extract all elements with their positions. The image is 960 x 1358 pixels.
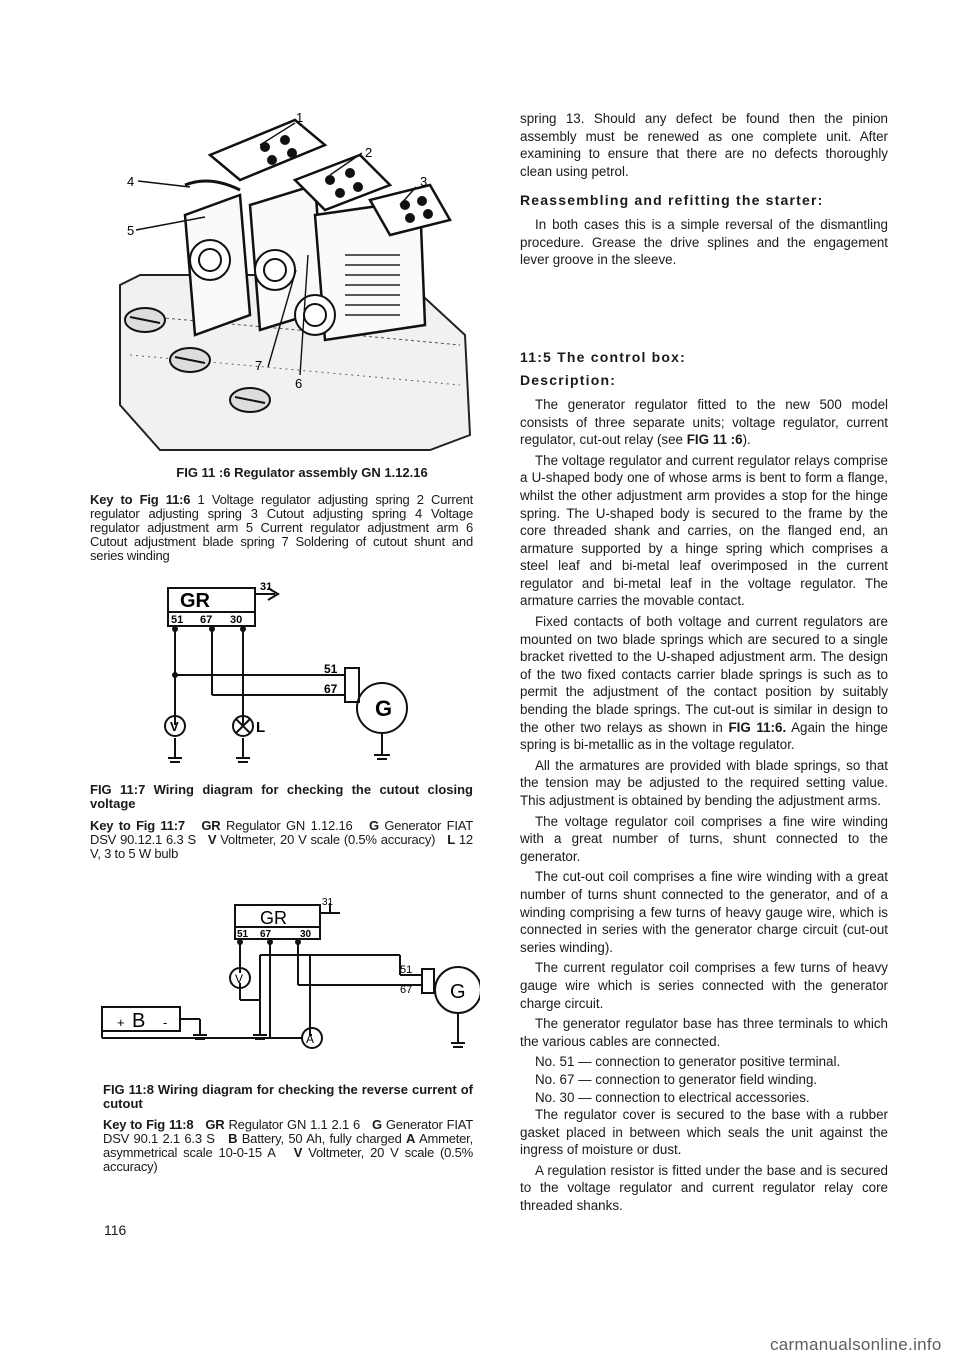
paragraph-5: The voltage regulator coil comprises a fine wire winding with a great number of turns, shunt connected to the generator. <box>520 813 888 864</box>
fig7-key-text-l: 12 V, 3 to 5 W bulb <box>90 832 473 861</box>
section-heading: 11:5 The control box: <box>520 348 686 365</box>
reassembly-heading: Reassembling and refitting the starter: <box>520 192 824 209</box>
fig8-voltmeter-symbol: V <box>235 972 244 986</box>
fig6-key-text: 1 Voltage regulator adjusting spring 2 Current regulator adjusting spring 3 Cutout adjusting spring 4 Voltage regulator adjustment arm 5 Current regulator adjustment arm 6 Cutout adjustment blade spring 7 Soldering of cutout shunt and series winding <box>90 492 474 563</box>
paragraph-3-figure-ref: FIG 11:6. <box>728 719 787 735</box>
fig8-ammeter-symbol: A <box>306 1032 315 1046</box>
paragraph-3-text: Fixed contacts of both voltage and current regulators are mounted on two blade springs which are secured to a single bracket rivetted to the U-shaped adjustment arm. The design of the two fixed contacts carrier blade springs is such as to permit the adjustment of the contact position by suitably bending the blade springs. The cut-out is similar in design to the other two relays as shown in <box>520 614 888 735</box>
paragraph-1-text: The generator regulator fitted to the new 500 model consists of three separate units; voltage regulator, current regulator, cut-out relay (see <box>520 396 888 448</box>
reassembly-paragraph: In both cases this is a simple reversal of the dismantling procedure. Grease the drive splines and the engagement lever groove in the sleeve. <box>520 216 888 268</box>
fig6-key-label: Key to Fig 11:6 <box>90 492 191 507</box>
paragraph-3 <box>520 613 888 754</box>
fig8-key-text-gr: Regulator GN 1.1 2.1 6 <box>228 1117 361 1132</box>
fig7-voltmeter-symbol: V <box>170 719 179 734</box>
callout-3: 3 <box>420 174 428 189</box>
fig7-terminal-30: 30 <box>230 614 243 626</box>
callout-7: 7 <box>255 358 263 373</box>
fig8-gr-label: GR <box>260 908 287 928</box>
paragraph-1-tail: ). <box>742 432 751 448</box>
fig7-key-text-gr: Regulator GN 1.12.16 <box>225 818 353 833</box>
fig7-key-text-g: Generator FIAT DSV 90.12.1 6.3 S <box>90 818 473 847</box>
fig8-terminal-30: 30 <box>300 929 312 940</box>
paragraph-2: The voltage regulator and current regulator relays comprise a U-shaped body one of whose arms is bent to form a flange, whilst the other adjustment arm provides a stop for the hinge spring. The U-shaped body is secured to the frame by the core threaded shank and carries, on the flanged end, an armature supported by a hinge spring which comprises a steel leaf and bi-metal leaf overimposed in the current regulator and bi-metal leaf in the voltage regulator. The armature carries the movable contact. <box>520 452 888 609</box>
description-heading: Description: <box>520 372 617 389</box>
callout-2: 2 <box>365 145 373 160</box>
fig7-key-label: Key to Fig 11:7 <box>90 818 185 833</box>
fig7-key-code-gr: GR <box>201 818 221 833</box>
fig7-terminal-51: 51 <box>171 614 184 626</box>
fig7-key-code-v: V <box>207 832 217 847</box>
fig7-key-code-g: G <box>368 818 379 833</box>
paragraph-6: The cut-out coil comprises a fine wire winding with a great number of turns shunt connected to the generator, and of a winding comprising a few turns of heavy gauge wire, which is connected in series with the generator charge circuit (cut-out series winding). <box>520 869 888 955</box>
fig8-wire-67: 67 <box>400 984 413 996</box>
fig8-key-code-b: B <box>228 1131 238 1146</box>
fig8-terminal-31: 31 <box>322 897 334 908</box>
paragraph-1 <box>520 396 888 449</box>
fig7-wire-51: 51 <box>324 662 338 676</box>
fig8-key-code-a: A <box>406 1131 416 1146</box>
fig8-key-code-g: G <box>371 1117 382 1132</box>
callout-5: 5 <box>127 223 135 238</box>
paragraph-10: A regulation resistor is fitted under the base and is secured to the voltage regulator and current regulator relay core threaded shanks. <box>520 1162 888 1214</box>
fig7-generator-symbol: G <box>375 696 393 721</box>
intro-paragraph: spring 13. Should any defect be found then the pinion assembly must be renewed as one complete unit. After examining to ensure that there are no defects thoroughly clean using petrol. <box>520 111 888 179</box>
fig7-key-code-l: L <box>447 832 455 847</box>
fig8-battery-plus: + <box>117 1015 125 1030</box>
fig8-key-text-g: Generator FIAT DSV 90.1 2.1 6.3 S <box>103 1117 473 1146</box>
fig6-key <box>90 493 473 563</box>
cutout-closing-wiring-diagram <box>150 580 410 770</box>
fig8-key <box>103 1118 473 1174</box>
fig8-battery-label: B <box>132 1010 146 1032</box>
terminal-67-line: No. 67 — connection to generator field winding. <box>535 1071 818 1087</box>
paragraph-1-figure-ref: FIG 11 :6 <box>686 432 743 448</box>
regulator-assembly-drawing <box>100 105 480 455</box>
fig8-caption: FIG 11:8 Wiring diagram for checking the reverse current of cutout <box>103 1082 473 1111</box>
fig7-bulb-label: L <box>256 719 266 736</box>
watermark: carmanualsonline.info <box>770 1335 942 1354</box>
fig8-wire-51: 51 <box>400 964 413 976</box>
paragraph-3-tail: Again the hinge spring is bi-metallic as in the voltage regulator. <box>520 719 888 753</box>
reverse-current-wiring-diagram <box>100 895 480 1075</box>
fig8-key-code-v: V <box>293 1145 303 1160</box>
fig8-key-label: Key to Fig 11:8 <box>103 1117 194 1132</box>
fig8-key-text-b: Battery, 50 Ah, fully charged <box>241 1131 402 1146</box>
fig7-terminal-67: 67 <box>200 614 213 626</box>
fig7-terminal-31: 31 <box>260 581 273 593</box>
fig7-wire-67: 67 <box>324 682 338 696</box>
fig7-key <box>90 819 473 861</box>
paragraph-4: All the armatures are provided with blade springs, so that the tension may be adjusted to the required setting value. This adjustment is obtained by bending the adjustment arms. <box>520 757 888 808</box>
fig8-key-code-gr: GR <box>205 1117 225 1132</box>
callout-1: 1 <box>296 110 304 125</box>
paragraph-9: The regulator cover is secured to the base with a rubber gasket placed in between which seals the unit against the ingress of moisture or dust. <box>520 1107 888 1158</box>
fig7-caption: FIG 11:7 Wiring diagram for checking the cutout closing voltage <box>90 782 473 811</box>
fig8-key-text-v: Voltmeter, 20 V scale (0.5% accuracy) <box>103 1145 473 1174</box>
paragraph-7: The current regulator coil comprises a few turns of heavy gauge wire which is series connected with the generator charge circuit. <box>520 960 888 1011</box>
fig8-terminal-51: 51 <box>237 929 249 940</box>
callout-4: 4 <box>127 174 135 189</box>
callout-6: 6 <box>295 376 303 391</box>
right-column <box>520 110 888 1218</box>
terminal-51-line: No. 51 — connection to generator positive terminal. <box>535 1054 841 1070</box>
page-number: 116 <box>104 1222 127 1238</box>
fig7-key-text-v: Voltmeter, 20 V scale (0.5% accuracy) <box>220 832 436 847</box>
fig8-generator-symbol: G <box>450 981 466 1003</box>
fig8-terminal-67: 67 <box>260 929 272 940</box>
fig7-gr-label: GR <box>180 590 210 612</box>
fig8-key-text-a: Ammeter, asymmetrical scale 10-0-15 A <box>103 1131 473 1160</box>
paragraph-8: The generator regulator base has three terminals to which the various cables are connected. <box>520 1016 888 1049</box>
fig8-battery-minus: - <box>163 1015 168 1030</box>
fig6-caption: FIG 11 :6 Regulator assembly GN 1.12.16 <box>176 465 428 480</box>
terminal-30-line: No. 30 — connection to electrical accessories. <box>535 1089 810 1105</box>
